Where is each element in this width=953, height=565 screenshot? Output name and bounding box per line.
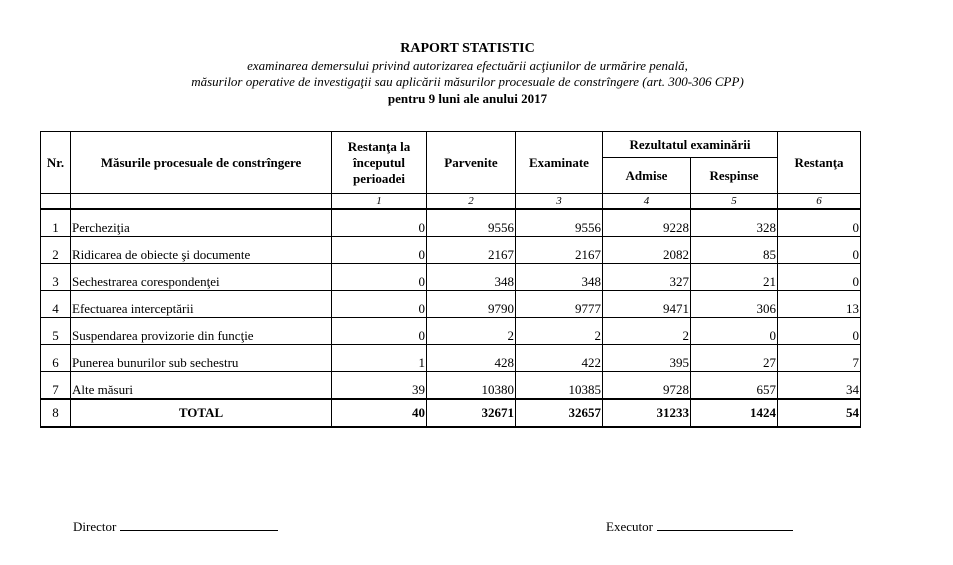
row-examined: 422 bbox=[516, 345, 603, 372]
table-row bbox=[41, 209, 861, 237]
row-received: 428 bbox=[427, 345, 516, 372]
row-examined: 9556 bbox=[516, 209, 603, 237]
col-number: 1 bbox=[332, 194, 427, 210]
row-received: 10380 bbox=[427, 372, 516, 400]
director-signature bbox=[73, 518, 278, 535]
header-row-1 bbox=[41, 132, 861, 158]
col-number-empty bbox=[71, 194, 332, 210]
row-admitted: 2082 bbox=[603, 237, 691, 264]
report-title: RAPORT STATISTIC bbox=[400, 41, 535, 56]
col-header-measures: Măsurile procesuale de constrîngere bbox=[71, 132, 332, 194]
executor-label: Executor bbox=[606, 519, 653, 534]
row-rejected: 21 bbox=[691, 264, 778, 291]
table-row bbox=[41, 318, 861, 345]
row-measure-name: Ridicarea de obiecte şi documente bbox=[71, 237, 332, 264]
total-examined: 32657 bbox=[516, 399, 603, 427]
col-header-received: Parvenite bbox=[427, 132, 516, 194]
row-examined: 2167 bbox=[516, 237, 603, 264]
row-backlog: 7 bbox=[778, 345, 861, 372]
col-header-nr: Nr. bbox=[41, 132, 71, 194]
executor-signature bbox=[606, 518, 793, 535]
col-header-result: Rezultatul examinării bbox=[603, 132, 778, 158]
row-rejected: 306 bbox=[691, 291, 778, 318]
table-body bbox=[41, 209, 861, 399]
table-row bbox=[41, 291, 861, 318]
report-header bbox=[0, 40, 935, 108]
row-admitted: 327 bbox=[603, 264, 691, 291]
col-number: 2 bbox=[427, 194, 516, 210]
row-nr: 4 bbox=[41, 291, 71, 318]
col-number: 3 bbox=[516, 194, 603, 210]
row-nr: 5 bbox=[41, 318, 71, 345]
table-row bbox=[41, 372, 861, 400]
row-admitted: 9728 bbox=[603, 372, 691, 400]
table-row bbox=[41, 237, 861, 264]
col-header-rejected: Respinse bbox=[691, 158, 778, 194]
row-backlog-start: 0 bbox=[332, 237, 427, 264]
total-label: TOTAL bbox=[71, 399, 332, 427]
row-measure-name: Efectuarea interceptării bbox=[71, 291, 332, 318]
table-row bbox=[41, 264, 861, 291]
total-rejected: 1424 bbox=[691, 399, 778, 427]
row-rejected: 657 bbox=[691, 372, 778, 400]
row-rejected: 328 bbox=[691, 209, 778, 237]
total-nr: 8 bbox=[41, 399, 71, 427]
row-backlog-start: 0 bbox=[332, 264, 427, 291]
executor-signature-line[interactable] bbox=[657, 518, 793, 531]
report-subtitle-line1: examinarea demersului privind autorizarea efectuării acţiunilor de urmărire penală, bbox=[247, 58, 688, 73]
row-received: 2 bbox=[427, 318, 516, 345]
col-header-backlog-start: Restanţa la începutul perioadei bbox=[332, 132, 427, 194]
column-number-row bbox=[41, 194, 861, 210]
director-label: Director bbox=[73, 519, 117, 534]
total-admitted: 31233 bbox=[603, 399, 691, 427]
row-measure-name: Sechestrarea corespondenţei bbox=[71, 264, 332, 291]
row-backlog-start: 0 bbox=[332, 291, 427, 318]
row-rejected: 0 bbox=[691, 318, 778, 345]
row-backlog: 0 bbox=[778, 237, 861, 264]
col-header-backlog: Restanţa bbox=[778, 132, 861, 194]
row-measure-name: Suspendarea provizorie din funcţie bbox=[71, 318, 332, 345]
total-received: 32671 bbox=[427, 399, 516, 427]
row-received: 9556 bbox=[427, 209, 516, 237]
col-number-empty bbox=[41, 194, 71, 210]
row-nr: 1 bbox=[41, 209, 71, 237]
director-signature-line[interactable] bbox=[120, 518, 278, 531]
row-measure-name: Punerea bunurilor sub sechestru bbox=[71, 345, 332, 372]
row-received: 9790 bbox=[427, 291, 516, 318]
row-backlog-start: 0 bbox=[332, 318, 427, 345]
row-measure-name: Alte măsuri bbox=[71, 372, 332, 400]
row-examined: 9777 bbox=[516, 291, 603, 318]
row-backlog: 0 bbox=[778, 264, 861, 291]
col-number: 5 bbox=[691, 194, 778, 210]
col-header-examined: Examinate bbox=[516, 132, 603, 194]
row-examined: 348 bbox=[516, 264, 603, 291]
report-subtitle-line2: măsurilor operative de investigaţii sau aplicării măsurilor procesuale de constrîngere (art. 300-306 CPP) bbox=[191, 74, 744, 89]
col-header-admitted: Admise bbox=[603, 158, 691, 194]
row-examined: 2 bbox=[516, 318, 603, 345]
table-row bbox=[41, 345, 861, 372]
row-nr: 7 bbox=[41, 372, 71, 400]
col-number: 6 bbox=[778, 194, 861, 210]
report-period: pentru 9 luni ale anului 2017 bbox=[387, 91, 548, 106]
row-backlog: 0 bbox=[778, 209, 861, 237]
total-backlog: 54 bbox=[778, 399, 861, 427]
row-received: 348 bbox=[427, 264, 516, 291]
row-backlog: 13 bbox=[778, 291, 861, 318]
statistics-table bbox=[40, 131, 861, 428]
total-backlog-start: 40 bbox=[332, 399, 427, 427]
row-received: 2167 bbox=[427, 237, 516, 264]
row-backlog-start: 0 bbox=[332, 209, 427, 237]
row-admitted: 2 bbox=[603, 318, 691, 345]
row-backlog-start: 1 bbox=[332, 345, 427, 372]
row-examined: 10385 bbox=[516, 372, 603, 400]
row-nr: 2 bbox=[41, 237, 71, 264]
row-rejected: 27 bbox=[691, 345, 778, 372]
row-rejected: 85 bbox=[691, 237, 778, 264]
row-admitted: 9228 bbox=[603, 209, 691, 237]
row-admitted: 9471 bbox=[603, 291, 691, 318]
row-backlog-start: 39 bbox=[332, 372, 427, 400]
col-number: 4 bbox=[603, 194, 691, 210]
row-nr: 3 bbox=[41, 264, 71, 291]
row-backlog: 0 bbox=[778, 318, 861, 345]
row-measure-name: Percheziţia bbox=[71, 209, 332, 237]
row-admitted: 395 bbox=[603, 345, 691, 372]
row-nr: 6 bbox=[41, 345, 71, 372]
total-row bbox=[41, 399, 861, 427]
row-backlog: 34 bbox=[778, 372, 861, 400]
